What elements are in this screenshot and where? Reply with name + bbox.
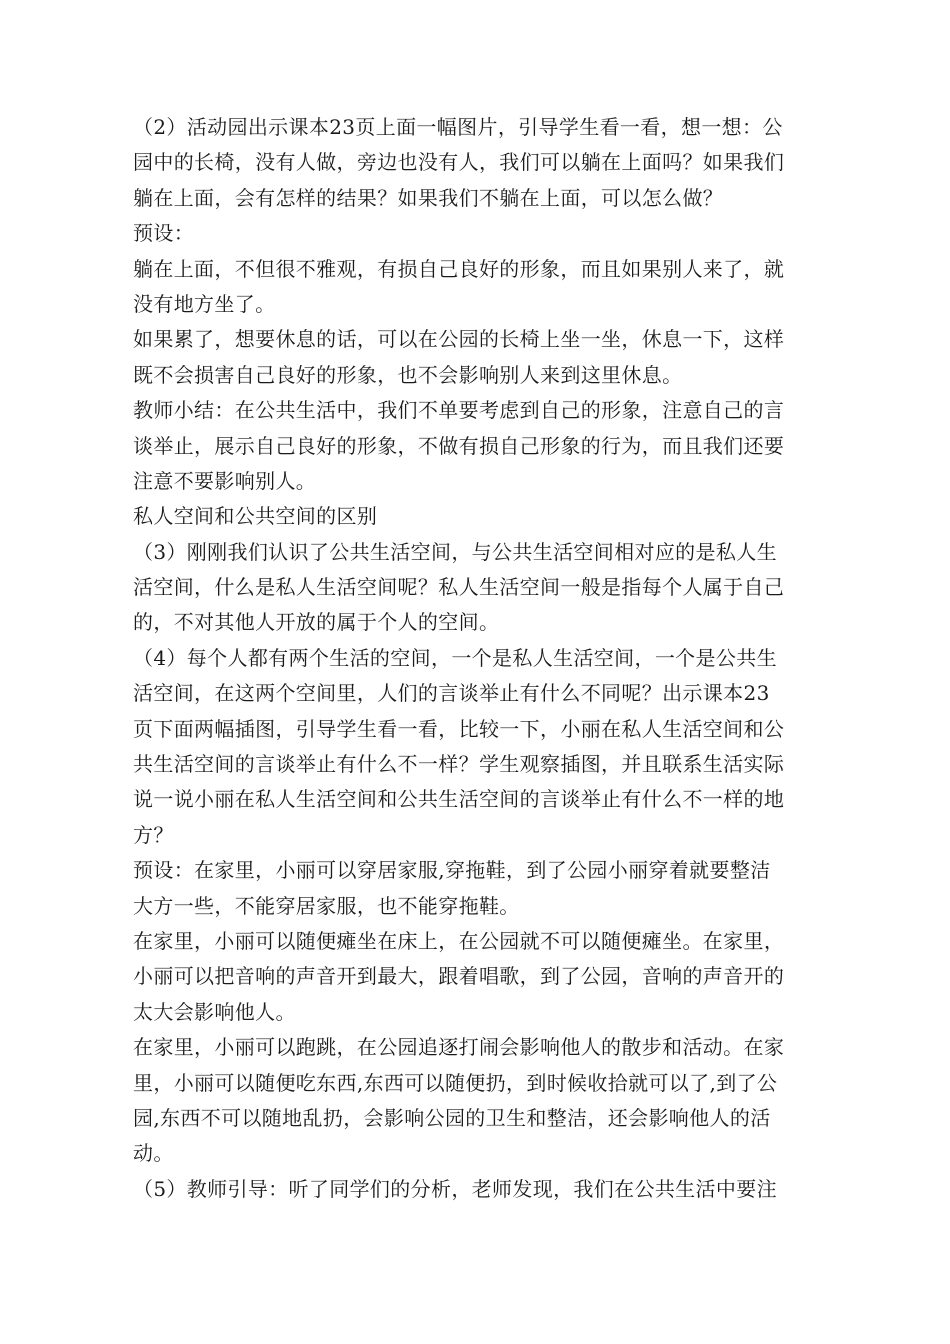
text-line: 在家里，小丽可以跑跳，在公园追逐打闹会影响他人的散步和活动。在家 — [133, 1035, 785, 1060]
section-heading: 私人空间和公共空间的区别 — [133, 504, 378, 529]
text-line: 如果累了，想要休息的话，可以在公园的长椅上坐一坐，休息一下，这样 — [133, 327, 785, 352]
text-line: 躺在上面，不但很不雅观，有损自己良好的形象，而且如果别人来了，就 — [133, 256, 785, 281]
text-line: 没有地方坐了。 — [133, 291, 276, 316]
text-line: 预设：在家里，小丽可以穿居家服,穿拖鞋，到了公园小丽穿着就要整洁 — [133, 858, 771, 883]
text-line: 里，小丽可以随便吃东西,东西可以随便扔，到时候收拾就可以了,到了公 — [133, 1070, 778, 1095]
text-line: 活空间，在这两个空间里，人们的言谈举止有什么不同呢？出示课本23 — [133, 681, 770, 706]
text-line: （5）教师引导：听了同学们的分析，老师发现，我们在公共生活中要注 — [133, 1176, 777, 1201]
text-line: 大方一些，不能穿居家服，也不能穿拖鞋。 — [133, 893, 520, 918]
document-body — [133, 110, 853, 1207]
text-line: 太大会影响他人。 — [133, 999, 296, 1024]
text-line: 教师小结：在公共生活中，我们不单要考虑到自己的形象，注意自己的言 — [133, 398, 785, 423]
text-line: 注意不要影响别人。 — [133, 468, 317, 493]
text-line: 园中的长椅，没有人做，旁边也没有人，我们可以躺在上面吗？如果我们 — [133, 150, 785, 175]
text-line: 动。 — [133, 1141, 174, 1166]
text-line: 小丽可以把音响的声音开到最大，跟着唱歌，到了公园，音响的声音开的 — [133, 964, 785, 989]
text-line: 既不会损害自己良好的形象，也不会影响别人来到这里休息。 — [133, 362, 683, 387]
text-line: 躺在上面，会有怎样的结果？如果我们不躺在上面，可以怎么做？ — [133, 185, 724, 210]
text-line: 说一说小丽在私人生活空间和公共生活空间的言谈举止有什么不一样的地 — [133, 787, 785, 812]
text-line: 共生活空间的言谈举止有什么不一样？学生观察插图，并且联系生活实际 — [133, 752, 785, 777]
text-line: （3）刚刚我们认识了公共生活空间，与公共生活空间相对应的是私人生 — [133, 539, 777, 564]
text-line: （2）活动园出示课本23页上面一幅图片，引导学生看一看，想一想：公 — [133, 115, 783, 139]
text-line: （4）每个人都有两个生活的空间，一个是私人生活空间，一个是公共生 — [133, 645, 777, 670]
text-line: 在家里，小丽可以随便瘫坐在床上，在公园就不可以随便瘫坐。在家里， — [133, 928, 785, 953]
text-line: 园,东西不可以随地乱扔，会影响公园的卫生和整洁，还会影响他人的活 — [133, 1105, 771, 1130]
text-line: 方？ — [133, 822, 174, 847]
text-line: 的，不对其他人开放的属于个人的空间。 — [133, 610, 500, 635]
text-line: 活空间，什么是私人生活空间呢？私人生活空间一般是指每个人属于自己 — [133, 575, 785, 600]
text-line: 页下面两幅插图，引导学生看一看，比较一下，小丽在私人生活空间和公 — [133, 716, 785, 741]
text-line: 谈举止，展示自己良好的形象，不做有损自己形象的行为，而且我们还要 — [133, 433, 785, 458]
text-line: 预设： — [133, 221, 195, 246]
